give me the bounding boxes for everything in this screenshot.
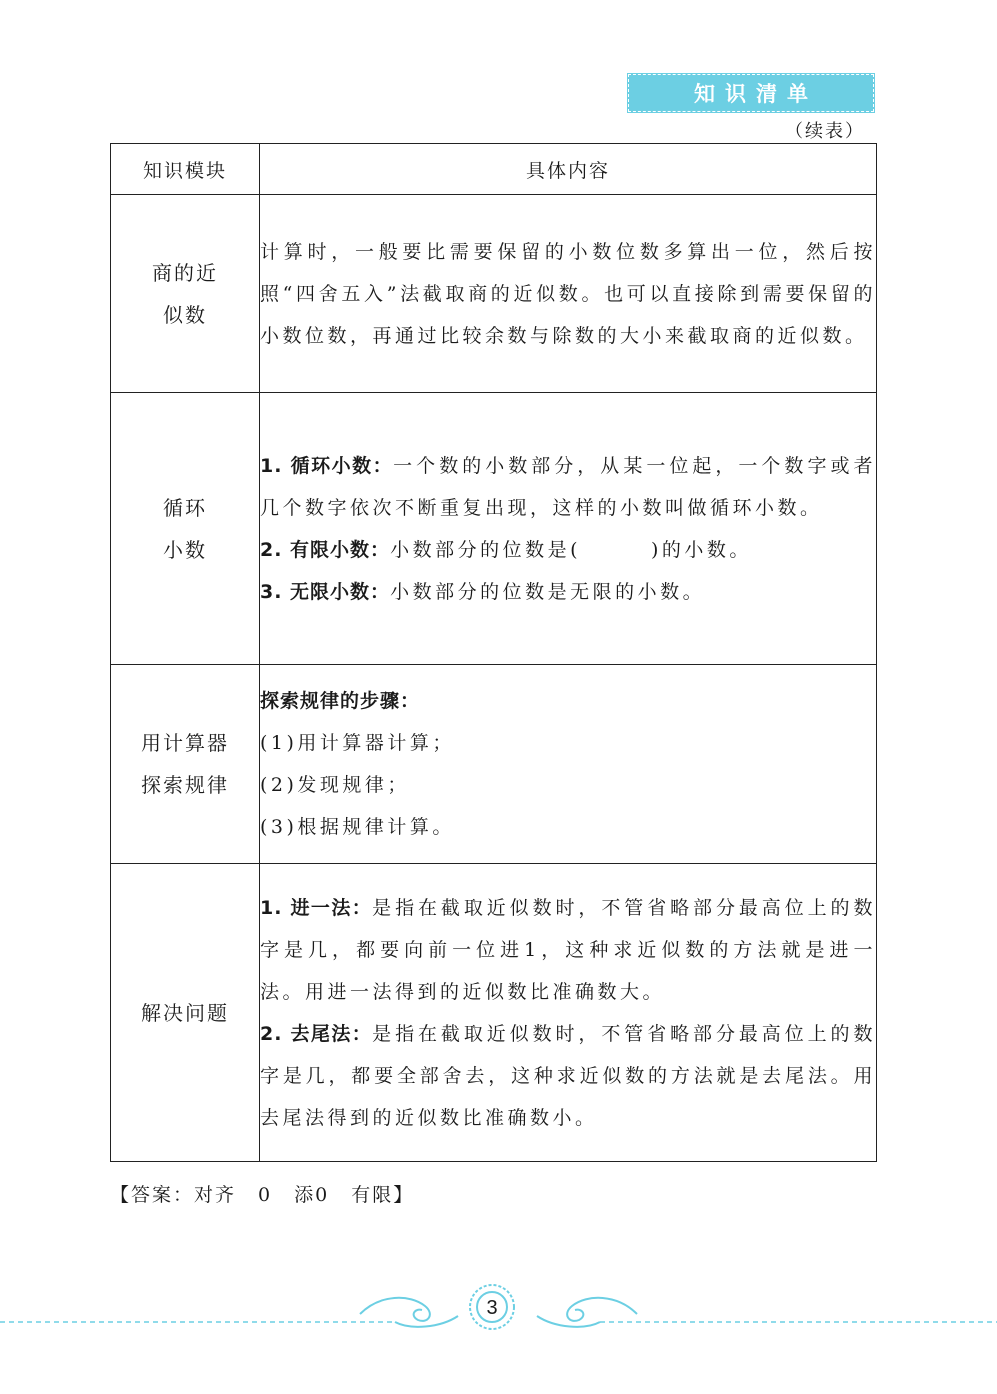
item-text: 小数部分的位数是无限的小数。 — [390, 580, 706, 603]
table-row — [111, 665, 877, 864]
module-line: 用计算器 — [141, 731, 229, 755]
content-cell — [260, 195, 877, 393]
step-item: (2)发现规律； — [260, 774, 410, 796]
content-cell — [260, 864, 877, 1162]
module-cell — [111, 665, 260, 864]
module-cell — [111, 864, 260, 1162]
item-label: 1. 进一法： — [260, 896, 373, 919]
item-text: 一个数的小数部分，从某一位起，一个数字或者几个数字依次不断重复出现，这样的小数叫做循环小数。 — [260, 454, 876, 519]
list-item — [260, 887, 876, 1013]
module-line: 探索规律 — [141, 773, 229, 797]
content-cell — [260, 665, 877, 864]
item-text: 小数部分的位数是( — [390, 538, 581, 561]
section-badge — [628, 74, 874, 112]
answer-3: 添0 — [294, 1184, 330, 1206]
item-text: 是指在截取近似数时，不管省略部分最高位上的数字是几，都要向前一位进1，这种求近似数的方法就是进一法。用进一法得到的近似数比准确数大。 — [260, 896, 876, 1003]
footer-ornament — [0, 1280, 997, 1350]
answer-2: 0 — [258, 1184, 273, 1206]
table-row — [111, 393, 877, 665]
step-item: (1)用计算器计算； — [260, 732, 455, 754]
module-cell — [111, 195, 260, 393]
table-row — [111, 864, 877, 1162]
knowledge-table — [110, 143, 877, 1162]
answer-open: 【答案： — [110, 1184, 195, 1206]
item-label: 2. 有限小数： — [260, 538, 391, 561]
module-cell — [111, 393, 260, 665]
item-label: 3. 无限小数： — [260, 580, 391, 603]
answer-4: 有限 — [351, 1184, 394, 1206]
module-line: 似数 — [163, 302, 207, 327]
table-header-row — [111, 144, 877, 195]
section-badge-label: 知识清单 — [694, 82, 818, 106]
answer-line — [110, 1180, 414, 1207]
module-line: 解决问题 — [141, 1000, 229, 1025]
item-text: )的小数。 — [650, 538, 752, 561]
list-item — [260, 571, 876, 613]
list-item — [260, 445, 876, 529]
list-item — [260, 529, 876, 571]
item-label: 1. 循环小数： — [260, 454, 394, 477]
page-number: 3 — [486, 1297, 498, 1319]
header-content: 具体内容 — [260, 144, 877, 195]
content-paragraph: 计算时，一般要比需要保留的小数位数多算出一位，然后按照“四舍五入”法截取商的近似数。也可以直接除到需要保留的小数位数，再通过比较余数与除数的大小来截取商的近似数。 — [260, 240, 876, 347]
module-line: 循环 — [163, 495, 207, 520]
module-line: 小数 — [163, 537, 207, 562]
step-item: (3)根据规律计算。 — [260, 816, 455, 838]
module-line: 商的近 — [152, 260, 218, 285]
steps-heading: 探索规律的步骤： — [260, 690, 421, 712]
answer-1: 对齐 — [194, 1184, 237, 1206]
item-label: 2. 去尾法： — [260, 1022, 373, 1045]
item-text: 是指在截取近似数时，不管省略部分最高位上的数字是几，都要全部舍去，这种求近似数的方法就是去尾法。用去尾法得到的近似数比准确数小。 — [260, 1022, 876, 1129]
list-item — [260, 1013, 876, 1139]
header-module: 知识模块 — [111, 144, 260, 195]
table-row — [111, 195, 877, 393]
continued-note: （续表） — [785, 121, 865, 142]
answer-close: 】 — [393, 1184, 415, 1206]
content-cell — [260, 393, 877, 665]
page-footer — [0, 1280, 997, 1350]
